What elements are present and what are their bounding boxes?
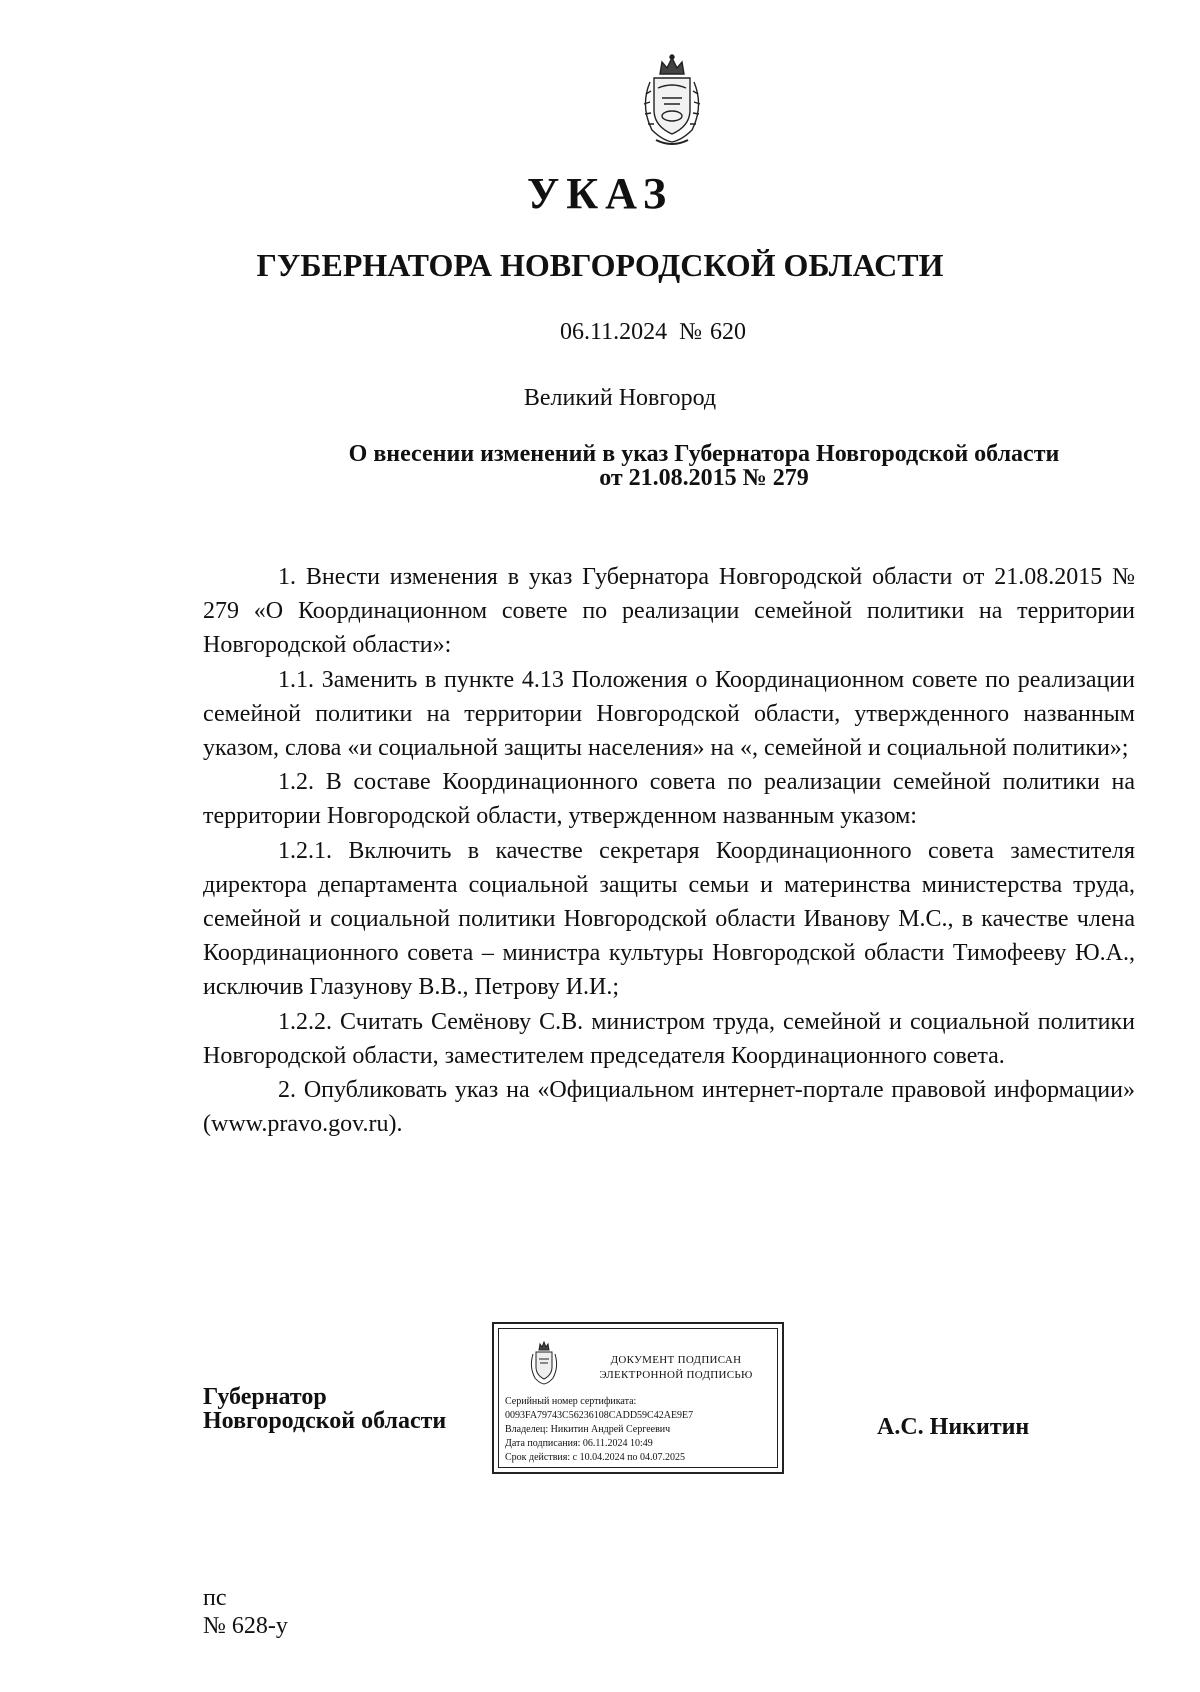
stamp-coat-of-arms-icon: [527, 1341, 561, 1387]
stamp-cert-label: Серийный номер сертификата:: [505, 1396, 637, 1407]
document-reference: [203, 1584, 288, 1640]
document-city: Великий Новгород: [523, 385, 717, 411]
stamp-signed-date: Дата подписания: 06.11.2024 10:49: [505, 1438, 653, 1449]
paragraph: 2. Опубликовать указ на «Официальном интернет-портале правовой информации» (www.pravo.gov.ru).: [203, 1077, 1135, 1138]
document-date: 06.11.2024: [560, 319, 668, 345]
signatory-name: А.С. Никитин: [877, 1414, 1030, 1440]
stamp-details: [505, 1395, 693, 1465]
coat-of-arms-icon: [634, 54, 710, 150]
number-sign: №: [679, 319, 703, 345]
position-line-2: Новгородской области: [203, 1408, 447, 1434]
stamp-heading-line-1: ДОКУМЕНТ ПОДПИСАН: [610, 1354, 742, 1366]
stamp-heading-line-2: ЭЛЕКТРОННОЙ ПОДПИСЬЮ: [599, 1369, 753, 1381]
document-title: УКАЗ: [526, 169, 674, 218]
stamp-validity: Срок действия: с 10.04.2024 по 04.07.2025: [505, 1452, 685, 1463]
subject-line-1: О внесении изменений в указ Губернатора Новгородской области: [348, 441, 1060, 467]
reference-initials: пс: [203, 1585, 227, 1611]
paragraph: 1.1. Заменить в пункте 4.13 Положения о Координационном совете по реализации семейной политики на территории Новгородской области, утвержденного названным указом, слова «и социальной защиты населения» на «, семейной и социальной политики»;: [203, 666, 1135, 762]
document-subtitle: ГУБЕРНАТОРА НОВГОРОДСКОЙ ОБЛАСТИ: [256, 247, 944, 283]
document-number: 620: [710, 319, 747, 345]
stamp-cert-number: 0093FA79743C56236108CADD59C42AE9E7: [505, 1410, 694, 1421]
paragraph: 1.2.2. Считать Семёнову С.В. министром труда, семейной и социальной политики Новгородской области, заместителем председателя Координационного совета.: [203, 1008, 1135, 1069]
reference-number: № 628-у: [203, 1613, 288, 1639]
signatory-position: [203, 1385, 446, 1433]
paragraph: 1.2. В составе Координационного совета по реализации семейной политики на территории Новгородской области, утвержденном названным указом:: [203, 769, 1135, 830]
subject-line-2: от 21.08.2015 № 279: [599, 465, 809, 491]
document-subject: [285, 442, 1123, 490]
document-body: [203, 560, 1135, 1141]
electronic-signature-stamp: [492, 1322, 784, 1474]
stamp-frame: [498, 1328, 778, 1468]
stamp-heading: [581, 1353, 771, 1383]
stamp-owner: Владелец: Никитин Андрей Сергеевич: [505, 1424, 671, 1435]
position-line-1: Губернатор: [203, 1384, 327, 1410]
date-number-line: [560, 320, 746, 344]
paragraph: 1. Внести изменения в указ Губернатора Новгородской области от 21.08.2015 № 279 «О Координационном совете по реализации семейной политики на территории Новгородской области»:: [203, 564, 1135, 659]
paragraph: 1.2.1. Включить в качестве секретаря Координационного совета заместителя директора департамента социальной защиты семьи и материнства министерства труда, семейной и социальной политики Новгородской области Иванову М.С., в качестве члена Координационного совета – министра культуры Новгородской области Тимофееву Ю.А., исключив Глазунову В.В., Петрову И.И.;: [203, 837, 1135, 1001]
